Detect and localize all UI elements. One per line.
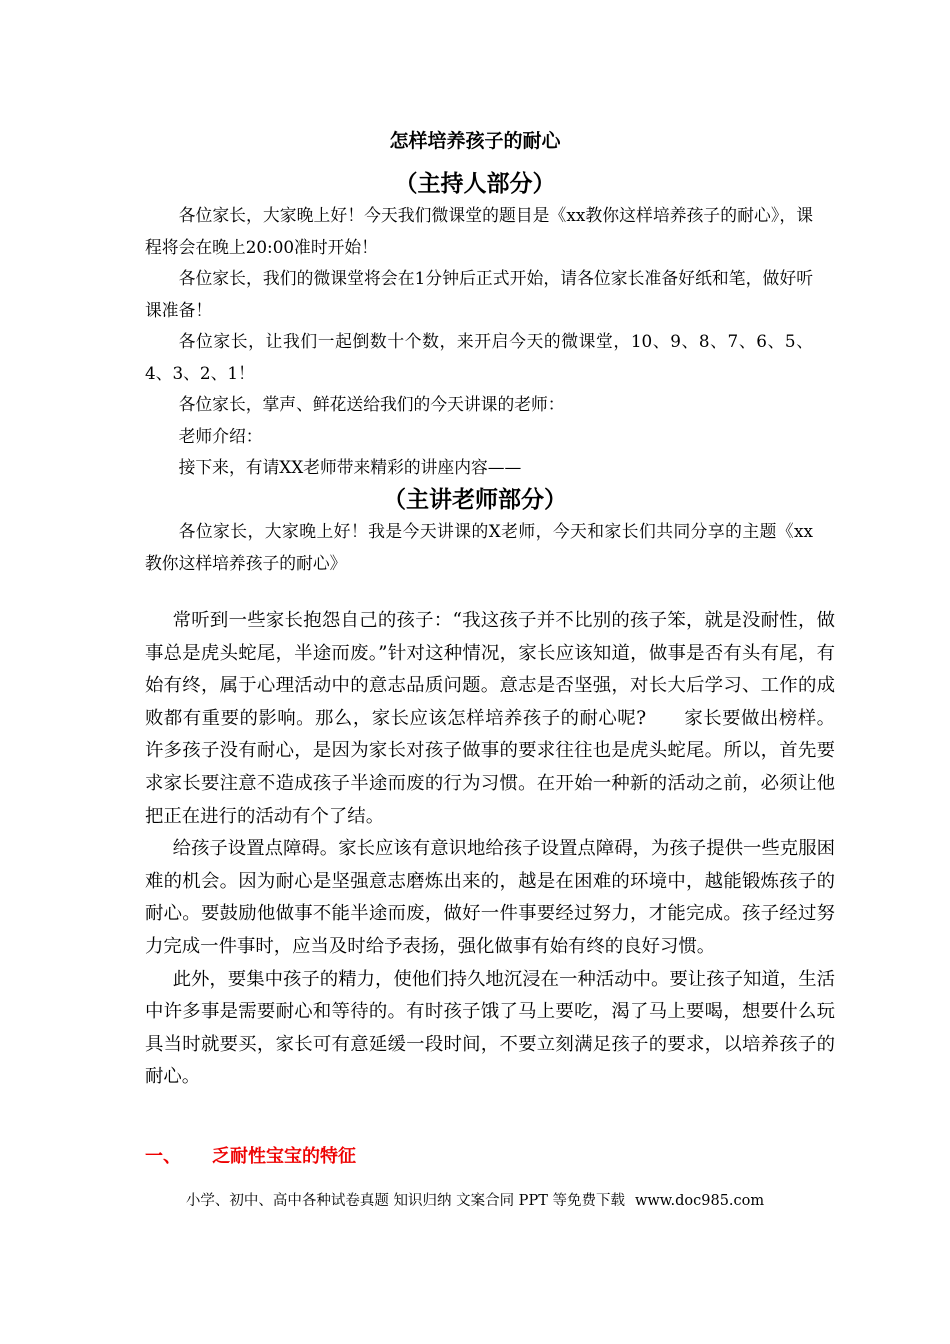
- footer-text: 小学、初中、高中各种试卷真题 知识归纳 文案合同 PPT 等免费下载: [185, 1193, 625, 1209]
- host-paragraph: 各位家长，我们的微课堂将会在1分钟后正式开始，请各位家长准备好纸和笔，做好听课准备！: [145, 268, 813, 320]
- host-paragraph: 老师介绍：: [178, 425, 263, 446]
- page-footer: [0, 1188, 950, 1214]
- body-paragraph: 常听到一些家长抱怨自己的孩子：“我这孩子并不比别的孩子笨，就是没耐性，做事总是虎头蛇尾，半途而废。”针对这种情况，家长应该知道，做事是否有头有尾，有始有终，属于心理活动中的意志品质问题。意志是否坚强，对长大后学习、工作的成败都有重要的影响。那么，家长应该怎样培养孩子的耐心呢? 家长要做出榜样。许多孩子没有耐心，是因为家长对孩子做事的要求往往也是虎头蛇尾。所以，首先要求家长要注意不造成孩子半途而废的行为习惯。在开始一种新的活动之前，必须让他把正在进行的活动有个了结。: [145, 610, 835, 827]
- footer-url: www.doc985.com: [634, 1193, 765, 1209]
- body-paragraph: 此外，要集中孩子的精力，使他们持久地沉浸在一种活动中。要让孩子知道，生活中许多事是需要耐心和等待的。有时孩子饿了马上要吃，渴了马上要喝，想要什么玩具当时就要买，家长可有意延缓一段时间，不要立刻满足孩子的要求，以培养孩子的耐心。: [145, 968, 835, 1088]
- teacher-paragraph: 各位家长，大家晚上好！我是今天讲课的X老师，今天和家长们共同分享的主题《xx教你这样培养孩子的耐心》: [145, 521, 813, 573]
- host-paragraph: 各位家长，让我们一起倒数十个数，来开启今天的微课堂，10、9、8、7、6、5、4、3、2、1！: [145, 331, 813, 383]
- host-paragraph: 接下来，有请XX老师带来精彩的讲座内容——: [178, 457, 522, 477]
- host-paragraph: 各位家长，掌声、鲜花送给我们的今天讲课的老师：: [178, 394, 565, 414]
- host-section-heading: （主持人部分）: [394, 171, 556, 197]
- section-number: 一、: [145, 1146, 181, 1167]
- host-section-body: [145, 200, 813, 484]
- document-title: 怎样培养孩子的耐心: [389, 130, 561, 152]
- body-paragraph: 给孩子设置点障碍。家长应该有意识地给孩子设置点障碍，为孩子提供一些克服困难的机会。因为耐心是坚强意志磨炼出来的，越是在困难的环境中，越能锻炼孩子的耐心。要鼓励他做事不能半途而废，做好一件事要经过努力，才能完成。孩子经过努力完成一件事时，应当及时给予表扬，强化做事有始有终的良好习惯。: [145, 838, 835, 957]
- host-paragraph: 各位家长，大家晚上好！今天我们微课堂的题目是《xx教你这样培养孩子的耐心》，课程将会在晚上20:00准时开始！: [145, 205, 813, 257]
- article-body: [145, 605, 835, 1094]
- teacher-section-body: [145, 516, 813, 579]
- section-title: 乏耐性宝宝的特征: [212, 1146, 356, 1167]
- numbered-section-heading: [145, 1142, 356, 1172]
- teacher-section-heading: （主讲老师部分）: [383, 487, 567, 513]
